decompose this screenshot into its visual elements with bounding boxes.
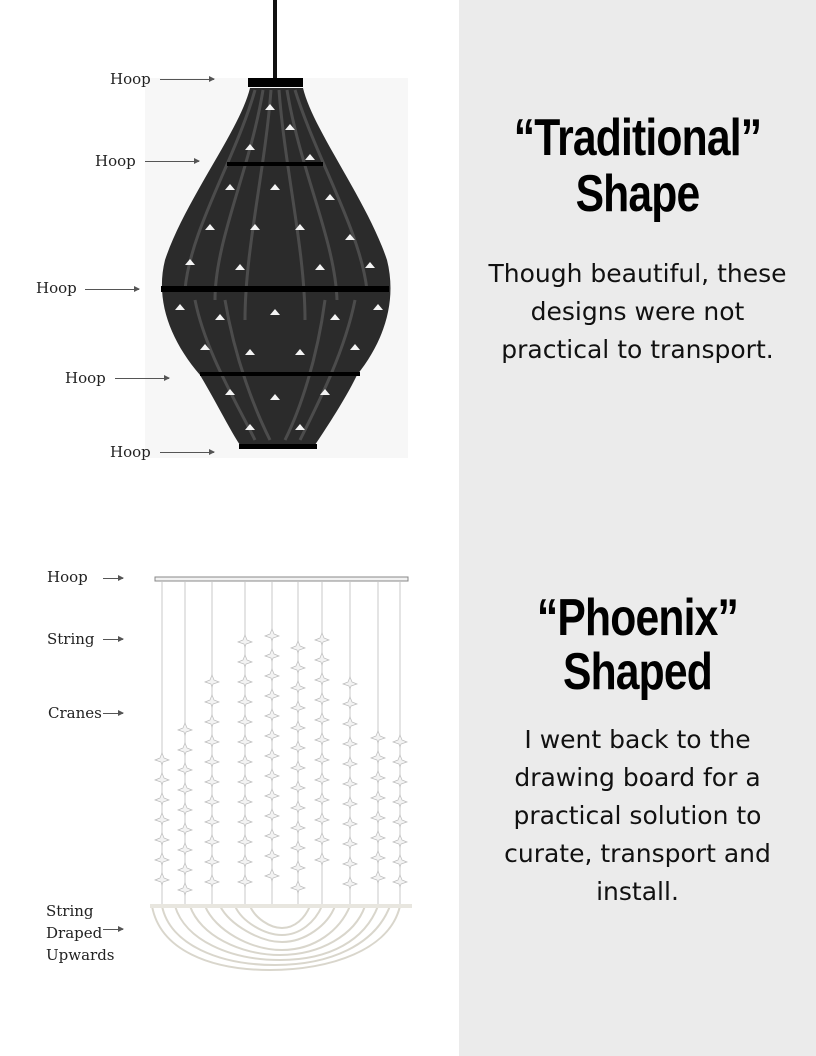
arrow-icon	[115, 378, 169, 379]
section2-heading-line1: “Phoenix”	[536, 589, 739, 647]
arrow-icon	[160, 79, 214, 80]
hoop-label-4: Hoop	[65, 369, 106, 387]
hoop-label-1: Hoop	[110, 70, 151, 88]
hoop-label-5: Hoop	[110, 443, 151, 461]
arrow-icon	[160, 452, 214, 453]
section1-heading-line2: Shape	[575, 165, 700, 223]
section2-body: I went back to the drawing board for a practical solution to curate, transport and install.	[504, 725, 771, 906]
arrow-icon	[85, 289, 139, 290]
draped-label-line3: Upwards	[46, 946, 115, 964]
draped-label-line2: Draped	[46, 924, 103, 942]
cranes-label: Cranes	[48, 704, 102, 722]
arrow-icon	[103, 639, 123, 640]
section2-heading-line2: Shaped	[562, 643, 713, 701]
section1-body: Though beautiful, these designs were not practical to transport.	[488, 259, 787, 364]
string-label: String	[47, 630, 95, 648]
section1-heading-line1: “Traditional”	[513, 109, 762, 167]
hoop-label: Hoop	[47, 568, 88, 586]
arrow-icon	[103, 713, 123, 714]
arrow-icon	[103, 578, 123, 579]
hoop-label-2: Hoop	[95, 152, 136, 170]
phoenix-chandelier-illustration	[150, 570, 415, 980]
traditional-chandelier-illustration	[145, 0, 410, 460]
hoop-label-3: Hoop	[36, 279, 77, 297]
draped-string-label	[46, 900, 116, 966]
arrow-icon	[103, 929, 123, 930]
arrow-icon	[145, 161, 199, 162]
draped-label-line1: String	[46, 902, 94, 920]
right-text-panel	[459, 0, 816, 1056]
